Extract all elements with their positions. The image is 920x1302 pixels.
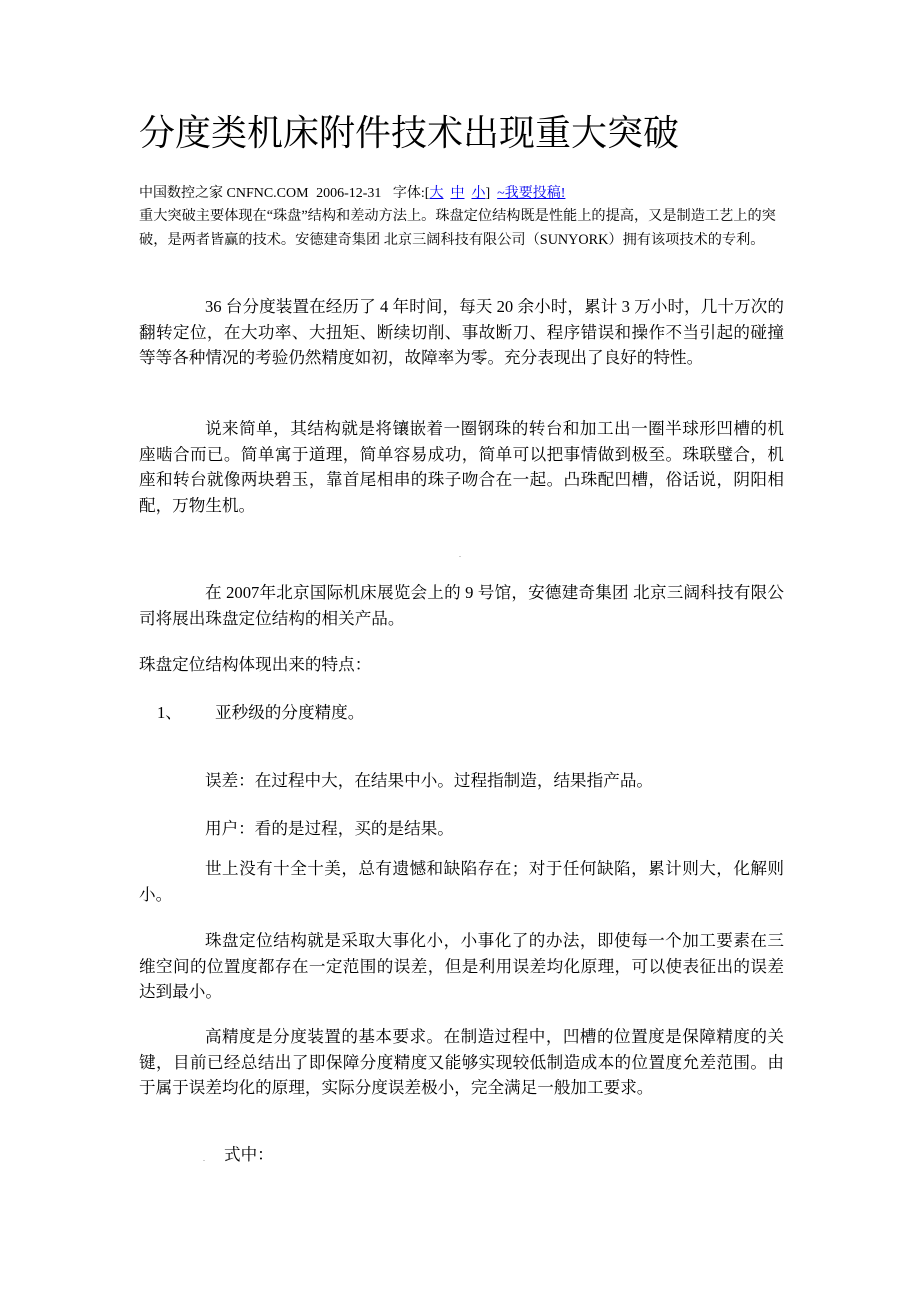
paragraph-method: 珠盘定位结构就是采取大事化小，小事化了的办法，即使每一个加工要素在三维空间的位置度都存在一定范围的误差，但是利用误差均化原理，可以使表征出的误差达到最小。 xyxy=(139,931,784,1001)
formula-label: 式中： xyxy=(224,1145,274,1164)
font-size-label: 字体:[ xyxy=(392,186,430,201)
font-size-close: ] xyxy=(485,186,491,201)
paragraph-durability: 36 台分度装置在经历了 4 年时间，每天 20 余小时，累计 3 万小时，几十万次的翻转定位，在大功率、大扭矩、断续切削、事故断刀、程序错误和操作不当引起的碰撞等等各种情况的考验仍然精度如初，故障率为零。充分表现出了良好的特性。 xyxy=(139,297,784,367)
paragraph-structure: 说来简单，其结构就是将镶嵌着一圈钢珠的转台和加工出一圈半球形凹槽的机座啮合而已。简单寓于道理，简单容易成功，简单可以把事情做到极至。珠联璧合，机座和转台就像两块碧玉，靠首尾相串的珠子吻合在一起。凸珠配凹槽，俗话说，阴阳相配，万物生机。 xyxy=(139,419,784,515)
paragraph-error: 误差：在过程中大，在结果中小。过程指制造，结果指产品。 xyxy=(205,771,654,790)
article-abstract: 重大突破主要体现在“珠盘”结构和差动方法上。珠盘定位结构既是性能上的提高，又是制造工艺上的突破，是两者皆赢的技术。安德建奇集团 北京三阔科技有限公司（SUNYORK）拥有该项技术的专利。 xyxy=(139,208,776,248)
list-text: 亚秒级的分度精度。 xyxy=(215,703,365,722)
paragraph-imperfection: 世上没有十全十美，总有遗憾和缺陷存在；对于任何缺陷，累计则大，化解则小。 xyxy=(139,859,784,904)
stray-dot xyxy=(459,556,461,557)
list-item xyxy=(139,700,784,726)
article-meta xyxy=(139,184,565,204)
submit-article-link[interactable]: ~我要投稿! xyxy=(497,186,566,201)
stray-dot xyxy=(203,1160,205,1161)
list-number: 1、 xyxy=(157,703,182,722)
font-medium-link[interactable]: 中 xyxy=(450,186,465,201)
features-heading: 珠盘定位结构体现出来的特点： xyxy=(139,655,372,674)
paragraph-precision: 高精度是分度装置的基本要求。在制造过程中，凹槽的位置度是保障精度的关键，目前已经总结出了即保障分度精度又能够实现较低制造成本的位置度允差范围。由于属于误差均化的原理，实际分度误差极小，完全满足一般加工要求。 xyxy=(139,1027,784,1097)
article-title: 分度类机床附件技术出现重大突破 xyxy=(139,113,680,154)
font-small-link[interactable]: 小 xyxy=(471,186,486,201)
publish-date: 2006-12-31 xyxy=(316,186,382,201)
paragraph-user: 用户：看的是过程，买的是结果。 xyxy=(205,819,454,838)
source-label: 中国数控之家 CNFNC.COM xyxy=(139,186,309,201)
paragraph-exhibition: 在 2007年北京国际机床展览会上的 9 号馆，安德建奇集团 北京三阔科技有限公司将展出珠盘定位结构的相关产品。 xyxy=(139,583,784,628)
font-large-link[interactable]: 大 xyxy=(429,186,444,201)
